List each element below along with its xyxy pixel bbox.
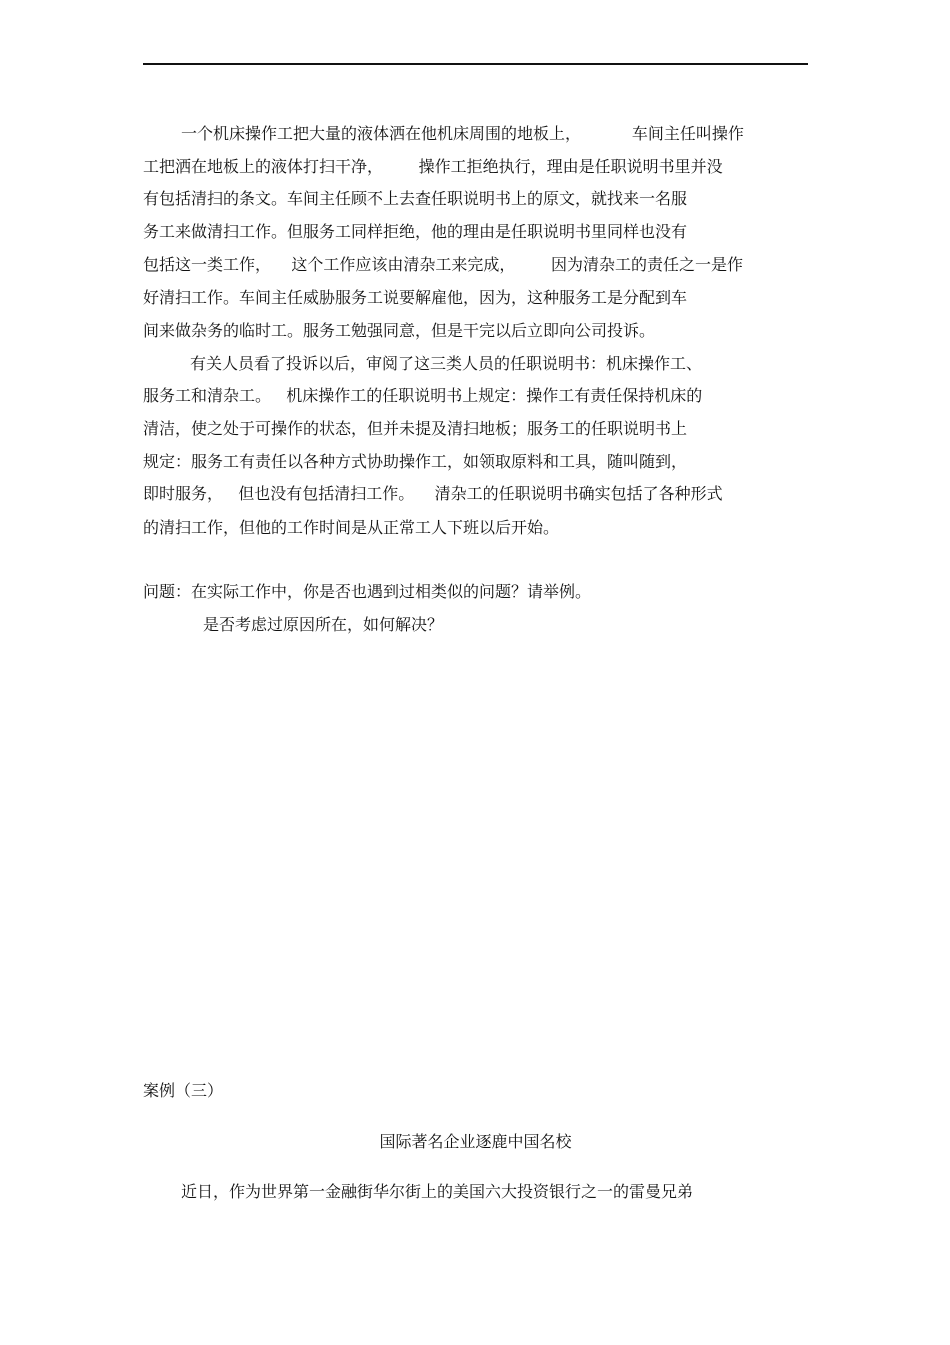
paragraph-1-line: 务工来做清扫工作。但服务工同样拒绝，他的理由是任职说明书里同样也没有: [143, 222, 688, 241]
case-label: 案例（三）: [143, 1081, 224, 1100]
paragraph-2-line: 服务工和清杂工。 机床操作工的任职说明书上规定：操作工有责任保持机床的: [143, 386, 703, 405]
paragraph-2-line: 清洁，使之处于可操作的状态，但并未提及清扫地板；服务工的任职说明书上: [143, 419, 688, 438]
case-title: 国际著名企业逐鹿中国名校: [379, 1132, 572, 1151]
paragraph-1-line: 工把洒在地板上的液体打扫干净， 操作工拒绝执行，理由是任职说明书里并没: [143, 157, 723, 176]
paragraph-2-line: 有关人员看了投诉以后，审阅了这三类人员的任职说明书：机床操作工、: [190, 354, 703, 373]
paragraph-1-line: 有包括清扫的条文。车间主任顾不上去查任职说明书上的原文，就找来一名服: [143, 189, 688, 208]
paragraph-2-line: 规定：服务工有责任以各种方式协助操作工，如领取原料和工具，随叫随到，: [143, 452, 688, 471]
paragraph-1-line: 好清扫工作。车间主任威胁服务工说要解雇他，因为，这种服务工是分配到车: [143, 288, 688, 307]
header-rule: [143, 63, 808, 65]
case-paragraph-line: 近日，作为世界第一金融街华尔街上的美国六大投资银行之一的雷曼兄弟: [181, 1182, 694, 1201]
paragraph-2-line: 的清扫工作，但他的工作时间是从正常工人下班以后开始。: [143, 518, 560, 537]
question-line: 问题：在实际工作中，你是否也遇到过相类似的问题？请举例。: [143, 582, 592, 601]
paragraph-2-line: 即时服务， 但也没有包括清扫工作。 清杂工的任职说明书确实包括了各种形式: [143, 484, 723, 503]
question-line: 是否考虑过原因所在，如何解决？: [203, 615, 444, 634]
paragraph-1-line: 一个机床操作工把大量的液体洒在他机床周围的地板上， 车间主任叫操作: [181, 124, 744, 143]
paragraph-1-line: 包括这一类工作， 这个工作应该由清杂工来完成， 因为清杂工的责任之一是作: [143, 255, 743, 274]
paragraph-1-line: 间来做杂务的临时工。服务工勉强同意，但是干完以后立即向公司投诉。: [143, 321, 656, 340]
